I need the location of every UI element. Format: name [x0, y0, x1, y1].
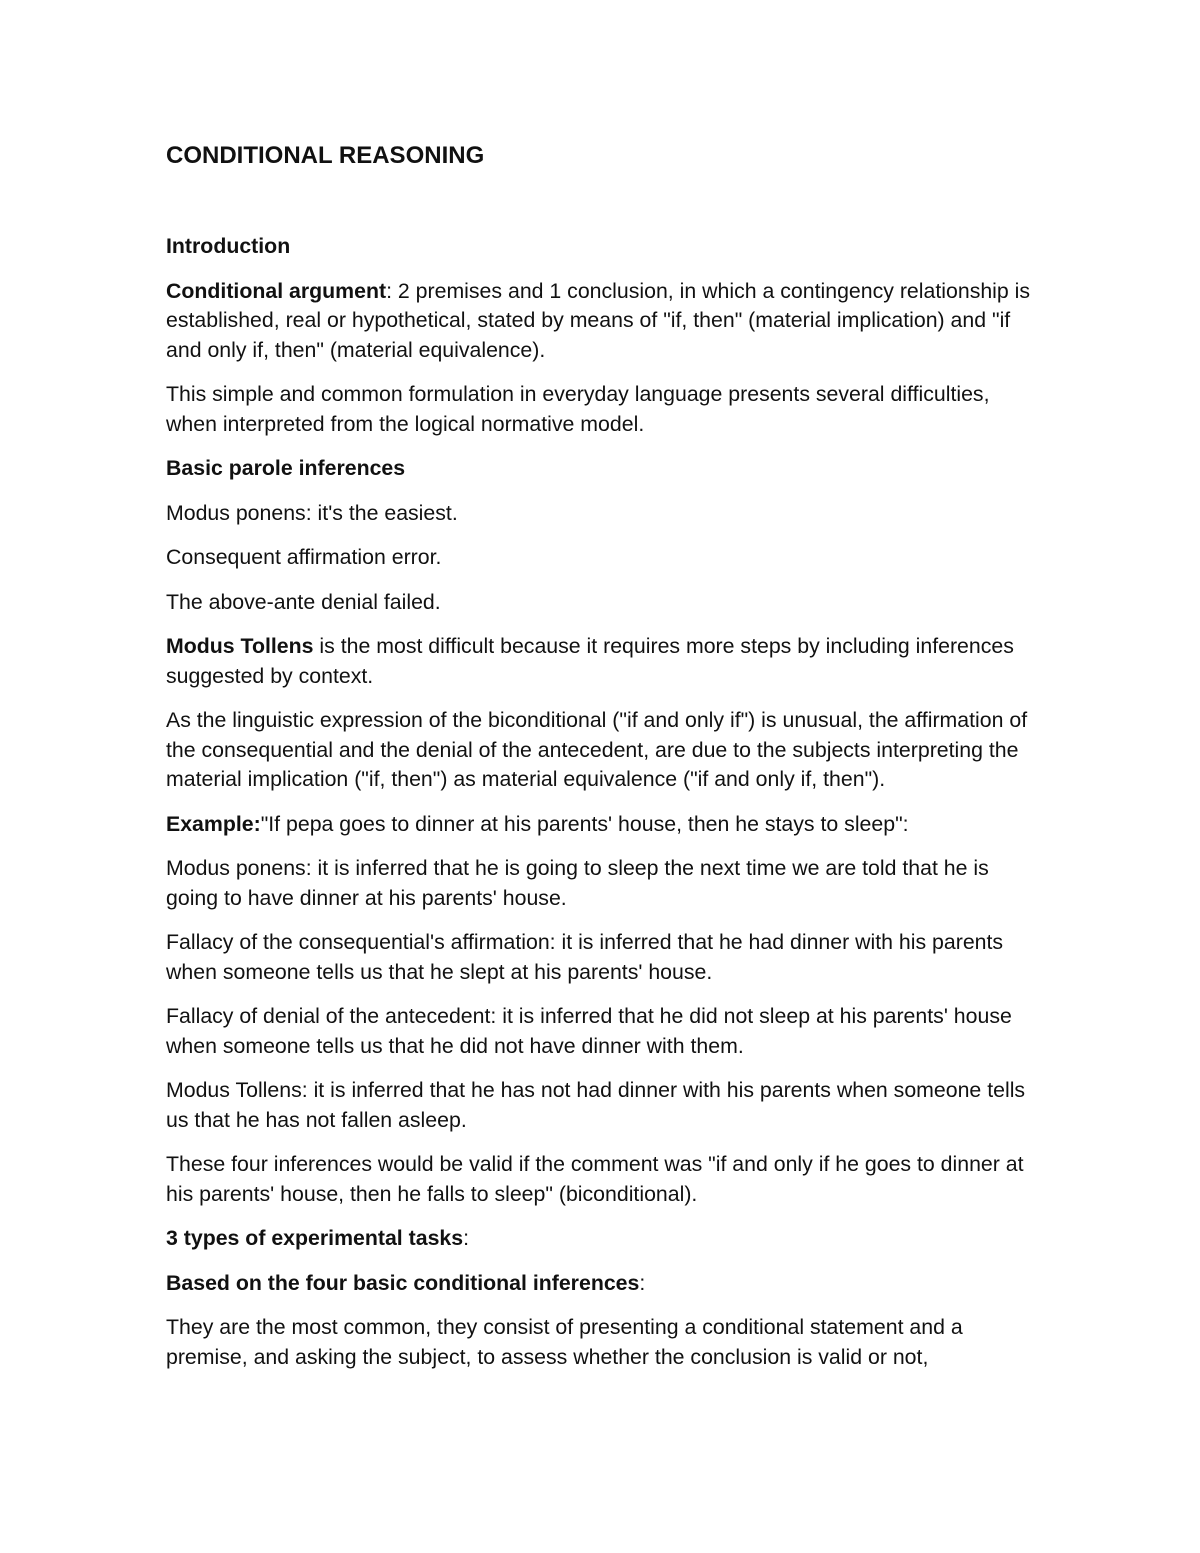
- modus-tollens-label: Modus Tollens: [166, 634, 314, 658]
- paragraph-example-antecedent-fallacy: Fallacy of denial of the antecedent: it is inferred that he did not sleep at his parents' house when someone tells us that he did not have dinner with them.: [166, 1004, 1012, 1058]
- paragraph-most-common: They are the most common, they consist of presenting a conditional statement and a premise, and asking the subject, to assess whether the conclusion is valid or not,: [166, 1315, 963, 1369]
- document-title: CONDITIONAL REASONING: [166, 142, 485, 169]
- paragraph-example: [166, 810, 1046, 840]
- document-body: [166, 140, 1046, 1387]
- modus-tollens-text: is the most difficult because it requires more steps by including inferences suggested by context.: [166, 634, 1014, 688]
- four-basic-colon: :: [639, 1270, 646, 1295]
- paragraph-conditional-argument: [166, 277, 1046, 366]
- paragraph-difficulties: This simple and common formulation in everyday language presents several difficulties, when interpreted from the logical normative model.: [166, 382, 990, 436]
- example-label: Example:: [166, 811, 261, 836]
- paragraph-example-modus-ponens: Modus ponens: it is inferred that he is going to sleep the next time we are told that he is going to have dinner at his parents' house.: [166, 856, 989, 910]
- intro-heading: Introduction: [166, 234, 291, 258]
- task-types-colon: :: [463, 1226, 470, 1250]
- example-text: "If pepa goes to dinner at his parents' house, then he stays to sleep":: [260, 811, 909, 836]
- paragraph-consequent-affirmation: Consequent affirmation error.: [166, 545, 442, 569]
- task-types-label: 3 types of experimental tasks: [166, 1226, 464, 1250]
- paragraph-example-consequent-fallacy: Fallacy of the consequential's affirmation: it is inferred that he had dinner with his parents when someone tells us that he slept at his parents' house.: [166, 930, 1004, 984]
- paragraph-example-modus-tollens: Modus Tollens: it is inferred that he has not had dinner with his parents when someone tells us that he has not fallen asleep.: [166, 1078, 1026, 1132]
- conditional-argument-text: : 2 premises and 1 conclusion, in which a contingency relationship is established, real or hypothetical, stated by means of "if, then" (material implication) and "if and only if, then" (material equivalence).: [166, 278, 1031, 362]
- paragraph-four-basic: [166, 1269, 1046, 1299]
- basic-inferences-heading: Basic parole inferences: [166, 456, 406, 480]
- paragraph-antecedent-denial: The above-ante denial failed.: [166, 589, 441, 614]
- four-basic-label: Based on the four basic conditional inferences: [166, 1270, 640, 1295]
- paragraph-task-types: [166, 1224, 1046, 1254]
- paragraph-biconditional: As the linguistic expression of the biconditional ("if and only if") is unusual, the affirmation of the consequential and the denial of the antecedent, are due to the subjects interpreting the material implication ("if, then") as material equivalence ("if and only if, then").: [166, 708, 1028, 791]
- paragraph-modus-tollens: [166, 632, 1046, 691]
- conditional-argument-label: Conditional argument: [166, 278, 387, 303]
- paragraph-four-inferences: These four inferences would be valid if the comment was "if and only if he goes to dinner at his parents' house, then he falls to sleep" (biconditional).: [166, 1152, 1024, 1206]
- paragraph-modus-ponens: Modus ponens: it's the easiest.: [166, 500, 458, 525]
